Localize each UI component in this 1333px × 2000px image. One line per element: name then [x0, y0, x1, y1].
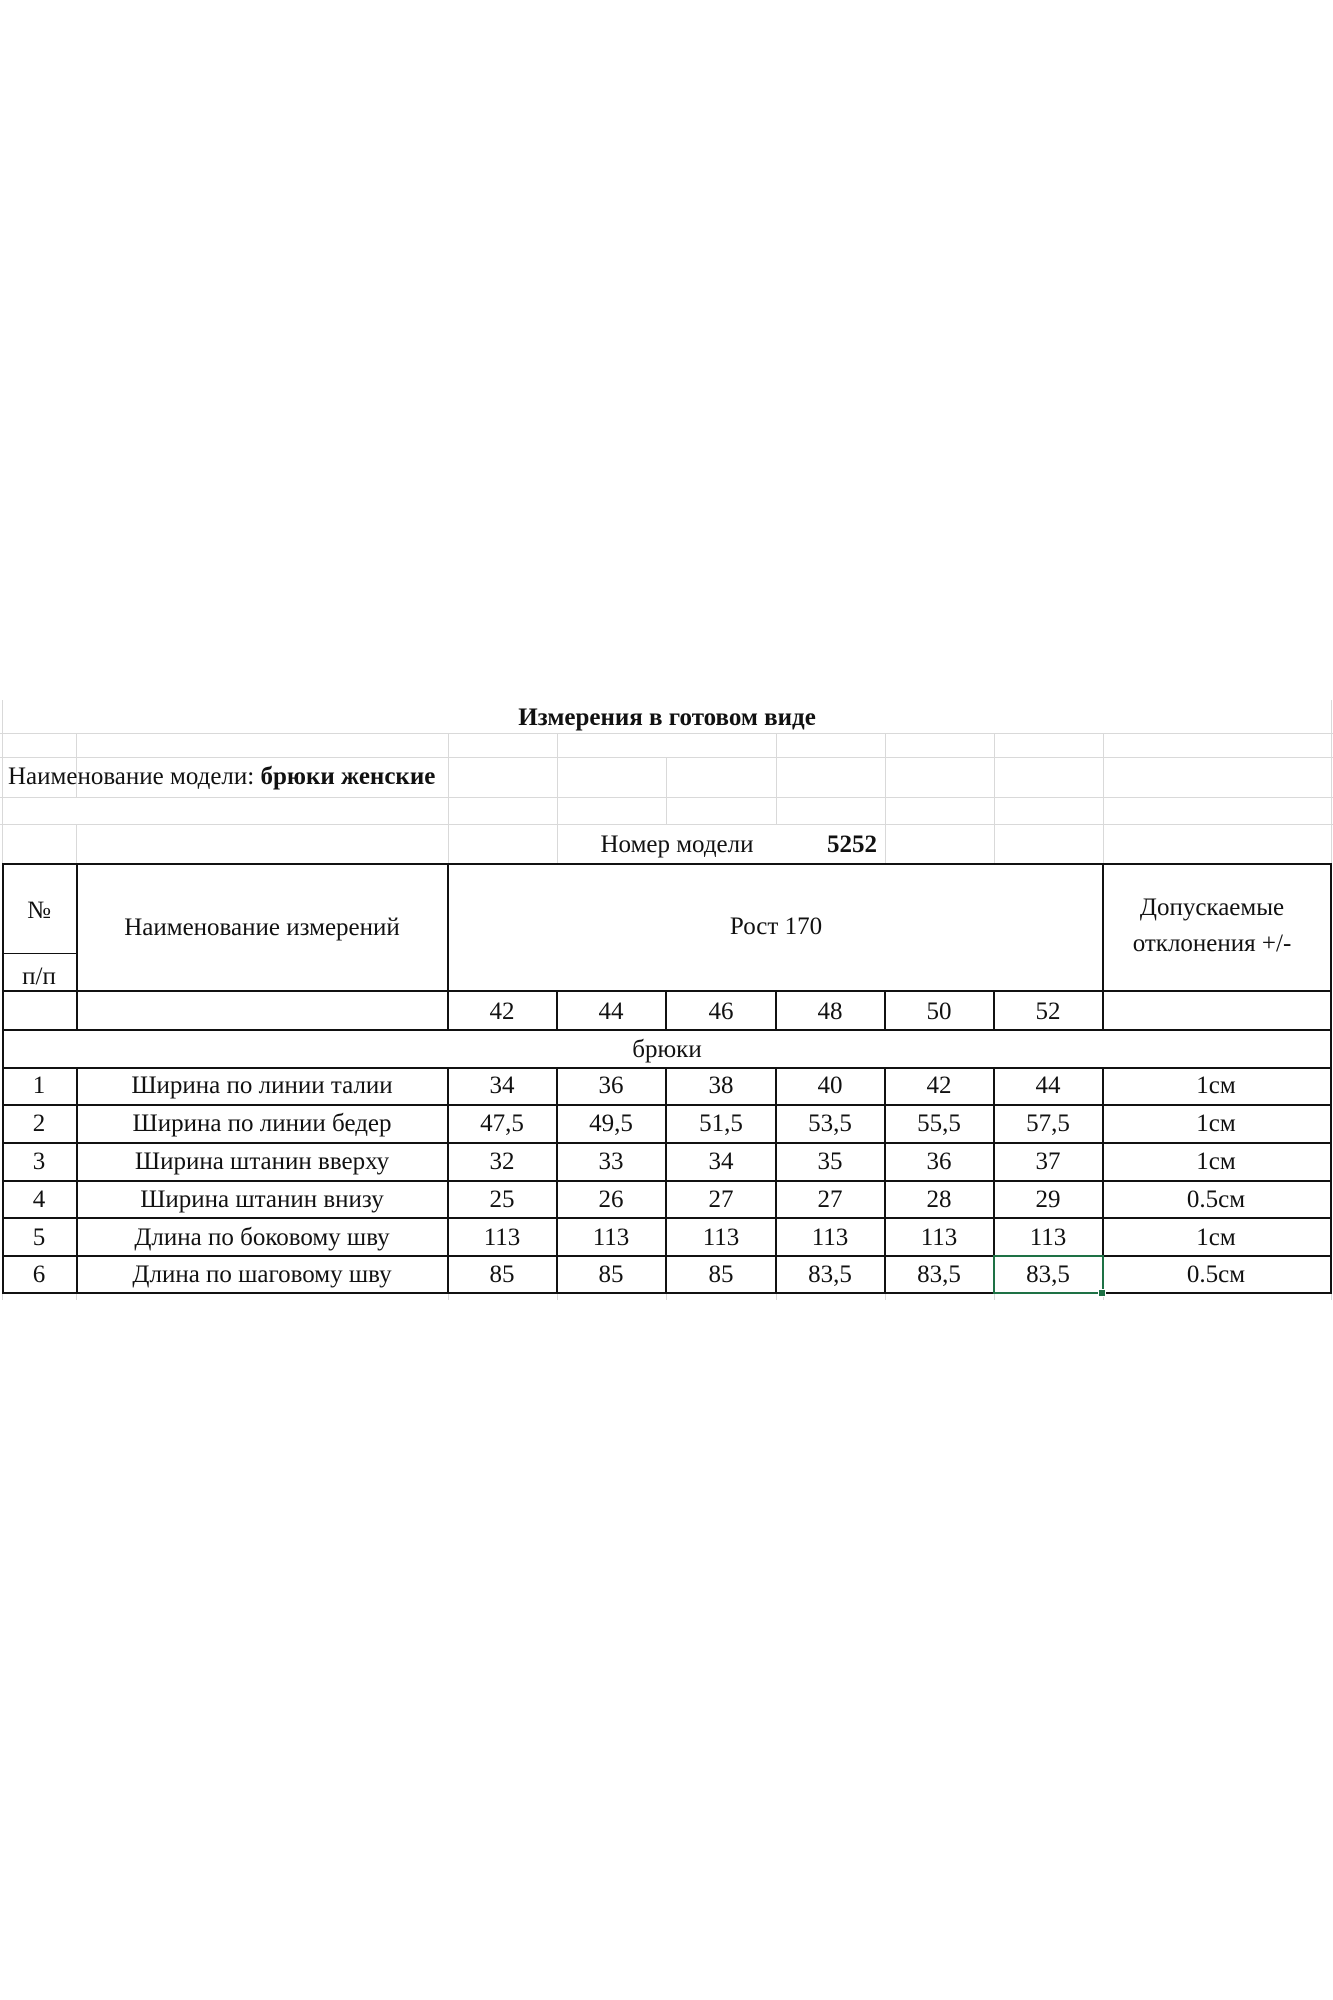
row-number[interactable]: 6 [32, 1261, 46, 1288]
row-value[interactable]: 28 [926, 1186, 952, 1213]
row-value[interactable]: 113 [483, 1224, 521, 1251]
row-value[interactable]: 113 [702, 1224, 740, 1251]
row-value[interactable]: 26 [598, 1186, 624, 1213]
row-value[interactable]: 27 [708, 1186, 734, 1213]
header-tolerance-line2: отклонения +/- [1132, 930, 1292, 957]
sheet-title: Измерения в готовом виде [518, 704, 816, 731]
size-cell[interactable]: 46 [708, 998, 734, 1025]
row-value[interactable]: 113 [811, 1224, 849, 1251]
section-label: брюки [632, 1036, 702, 1063]
model-number-label: Номер модели [600, 831, 754, 858]
row-tolerance[interactable]: 1см [1196, 1072, 1236, 1099]
row-number[interactable]: 1 [32, 1072, 46, 1099]
header-tolerance-line1: Допускаемые [1139, 894, 1285, 921]
row-tolerance[interactable]: 1см [1196, 1224, 1236, 1251]
row-value[interactable]: 35 [817, 1148, 843, 1175]
size-cell[interactable]: 48 [817, 998, 843, 1025]
row-value[interactable]: 83,5 [917, 1261, 961, 1288]
row-value[interactable]: 36 [598, 1072, 624, 1099]
header-measurement-name: Наименование измерений [124, 914, 400, 941]
row-number[interactable]: 3 [32, 1148, 46, 1175]
row-value[interactable]: 44 [1035, 1072, 1061, 1099]
row-value[interactable]: 42 [926, 1072, 952, 1099]
model-name-line [8, 764, 435, 789]
row-value[interactable]: 55,5 [917, 1110, 961, 1137]
row-value[interactable]: 32 [489, 1148, 515, 1175]
row-tolerance[interactable]: 1см [1196, 1148, 1236, 1175]
active-cell-selection[interactable] [993, 1255, 1104, 1294]
row-value[interactable]: 36 [926, 1148, 952, 1175]
header-num-top: № [27, 897, 51, 924]
row-value[interactable]: 38 [708, 1072, 734, 1099]
row-measurement-name[interactable]: Ширина штанин вверху [134, 1148, 390, 1175]
row-value[interactable]: 49,5 [589, 1110, 633, 1137]
row-value[interactable]: 83,5 [1026, 1261, 1070, 1288]
row-measurement-name[interactable]: Длина по шаговому шву [132, 1261, 392, 1288]
row-number[interactable]: 5 [32, 1224, 46, 1251]
row-value[interactable]: 25 [489, 1186, 515, 1213]
row-measurement-name[interactable]: Ширина штанин внизу [140, 1186, 384, 1213]
row-tolerance[interactable]: 0.5см [1186, 1261, 1246, 1288]
row-value[interactable]: 83,5 [808, 1261, 852, 1288]
row-number[interactable]: 4 [32, 1186, 46, 1213]
row-value[interactable]: 53,5 [808, 1110, 852, 1137]
row-measurement-name[interactable]: Длина по боковому шву [134, 1224, 390, 1251]
row-value[interactable]: 34 [708, 1148, 734, 1175]
row-tolerance[interactable]: 1см [1196, 1110, 1236, 1137]
row-value[interactable]: 40 [817, 1072, 843, 1099]
row-value[interactable]: 85 [489, 1261, 515, 1288]
row-value[interactable]: 37 [1035, 1148, 1061, 1175]
row-value[interactable]: 113 [1029, 1224, 1067, 1251]
model-name-label: Наименование модели: [8, 763, 255, 790]
header-num-bottom: п/п [22, 963, 56, 990]
header-tolerance [1133, 890, 1292, 962]
row-value[interactable]: 51,5 [699, 1110, 743, 1137]
row-number[interactable]: 2 [32, 1110, 46, 1137]
header-height-group: Рост 170 [729, 913, 823, 940]
row-value[interactable]: 57,5 [1026, 1110, 1070, 1137]
row-value[interactable]: 47,5 [480, 1110, 524, 1137]
size-cell[interactable]: 50 [926, 998, 952, 1025]
row-value[interactable]: 85 [598, 1261, 624, 1288]
row-measurement-name[interactable]: Ширина по линии талии [131, 1072, 393, 1099]
row-value[interactable]: 34 [489, 1072, 515, 1099]
row-value[interactable]: 85 [708, 1261, 734, 1288]
row-value[interactable]: 113 [920, 1224, 958, 1251]
row-tolerance[interactable]: 0.5см [1186, 1186, 1246, 1213]
row-value[interactable]: 113 [592, 1224, 630, 1251]
size-cell[interactable]: 52 [1035, 998, 1061, 1025]
row-value[interactable]: 33 [598, 1148, 624, 1175]
fill-handle[interactable] [1098, 1289, 1106, 1297]
model-number-value: 5252 [827, 831, 877, 858]
row-measurement-name[interactable]: Ширина по линии бедер [132, 1110, 392, 1137]
row-value[interactable]: 29 [1035, 1186, 1061, 1213]
size-cell[interactable]: 44 [598, 998, 624, 1025]
row-value[interactable]: 27 [817, 1186, 843, 1213]
size-cell[interactable]: 42 [489, 998, 515, 1025]
model-name-value: брюки женские [260, 763, 436, 790]
